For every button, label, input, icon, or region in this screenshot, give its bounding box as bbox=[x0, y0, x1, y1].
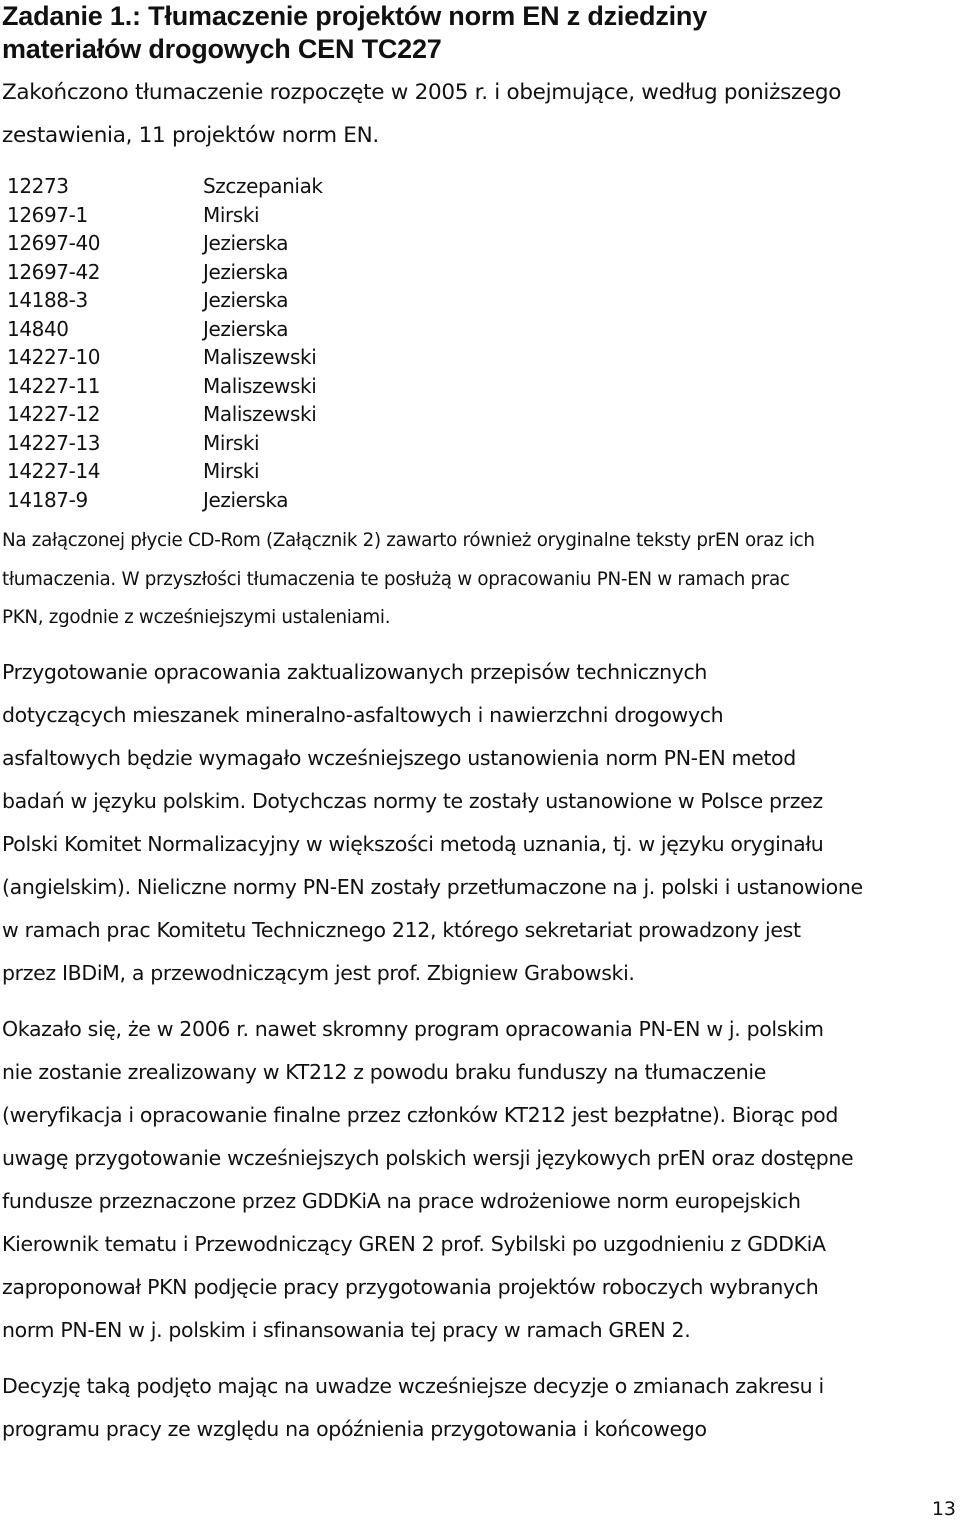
project-code: 14227-10 bbox=[7, 345, 101, 369]
project-code: 12697-42 bbox=[7, 259, 101, 284]
project-code: 14227-13 bbox=[7, 430, 101, 455]
project-person: Maliszewski bbox=[203, 373, 317, 398]
project-row bbox=[2, 201, 958, 230]
project-person: Mirski bbox=[203, 430, 260, 455]
paragraph-line: programu pracy ze względu na opóźnienia przygotowania i końcowego bbox=[2, 1416, 707, 1441]
paragraph-line: w ramach prac Komitetu Technicznego 212, którego sekretariat prowadzony jest bbox=[2, 917, 801, 942]
project-code: 12697-1 bbox=[7, 202, 88, 227]
paragraph-line: fundusze przeznaczone przez GDDKiA na prace wdrożeniowe norm europejskich bbox=[2, 1188, 801, 1213]
project-person: Maliszewski bbox=[203, 402, 317, 426]
project-code: 14840 bbox=[7, 316, 69, 341]
document-page bbox=[2, 0, 958, 1451]
intro-line: Zakończono tłumaczenie rozpoczęte w 2005 r. i obejmujące, według poniższego bbox=[2, 80, 842, 105]
paragraph-line: Polski Komitet Normalizacyjny w większości metodą uznania, tj. w języku oryginału bbox=[2, 831, 824, 856]
project-row bbox=[2, 429, 958, 458]
paragraph-line: dotyczących mieszanek mineralno-asfaltowych i nawierzchni drogowych bbox=[2, 702, 724, 727]
project-person: Jezierska bbox=[203, 316, 289, 341]
project-person: Szczepaniak bbox=[203, 174, 323, 198]
project-person: Jezierska bbox=[203, 259, 289, 284]
page-number: 13 bbox=[931, 1498, 956, 1520]
project-person: Jezierska bbox=[203, 231, 289, 255]
paragraph-decision bbox=[2, 1365, 958, 1451]
paragraph-line: przez IBDiM, a przewodniczącym jest prof. Zbigniew Grabowski. bbox=[2, 960, 635, 985]
project-code: 14227-12 bbox=[7, 402, 101, 426]
project-person: Maliszewski bbox=[203, 345, 317, 369]
paragraph-line: Decyzję taką podjęto mając na uwadze wcześniejsze decyzje o zmianach zakresu i bbox=[2, 1373, 824, 1398]
project-row bbox=[2, 258, 958, 287]
project-row bbox=[2, 229, 958, 258]
project-row bbox=[2, 172, 958, 201]
paragraph-line: asfaltowych będzie wymagało wcześniejszego ustanowienia norm PN-EN metod bbox=[2, 745, 796, 770]
project-row bbox=[2, 343, 958, 372]
project-code: 12273 bbox=[7, 174, 69, 198]
intro-paragraph bbox=[2, 71, 958, 157]
project-code: 14188-3 bbox=[7, 288, 88, 312]
cd-note-line: Na załączonej płycie CD-Rom (Załącznik 2) zawarto również oryginalne teksty prEN oraz ich bbox=[2, 530, 815, 551]
project-row bbox=[2, 372, 958, 401]
paragraph-line: badań w języku polskim. Dotychczas normy te zostały ustanowione w Polsce przez bbox=[2, 788, 823, 813]
project-code: 12697-40 bbox=[7, 231, 101, 255]
intro-line: zestawienia, 11 projektów norm EN. bbox=[2, 123, 379, 148]
cd-note-line: tłumaczenia. W przyszłości tłumaczenia te posłużą w opracowaniu PN-EN w ramach prac bbox=[2, 568, 790, 590]
title-line: materiałów drogowych CEN TC227 bbox=[2, 34, 442, 64]
paragraph-line: zaproponował PKN podjęcie pracy przygotowania projektów roboczych wybranych bbox=[2, 1274, 819, 1299]
title-line: Zadanie 1.: Tłumaczenie projektów norm EN z dziedziny bbox=[2, 1, 708, 31]
paragraph-funding bbox=[2, 1008, 958, 1352]
paragraph-line: Przygotowanie opracowania zaktualizowanych przepisów technicznych bbox=[2, 659, 708, 684]
paragraph-line: nie zostanie zrealizowany w KT212 z powodu braku funduszy na tłumaczenie bbox=[2, 1059, 767, 1084]
paragraph-regulations bbox=[2, 651, 958, 995]
cd-rom-note bbox=[2, 522, 958, 638]
project-code: 14227-14 bbox=[7, 459, 101, 483]
project-person: Mirski bbox=[203, 202, 260, 227]
project-row bbox=[2, 400, 958, 429]
section-title bbox=[2, 0, 958, 66]
paragraph-line: Okazało się, że w 2006 r. nawet skromny program opracowania PN-EN w j. polskim bbox=[2, 1016, 824, 1041]
cd-note-line: PKN, zgodnie z wcześniejszymi ustaleniami. bbox=[2, 607, 391, 628]
project-code: 14187-9 bbox=[7, 487, 88, 512]
paragraph-line: Kierownik tematu i Przewodniczący GREN 2 prof. Sybilski po uzgodnieniu z GDDKiA bbox=[2, 1231, 826, 1256]
project-row bbox=[2, 486, 958, 515]
project-code: 14227-11 bbox=[7, 373, 101, 398]
project-person: Jezierska bbox=[203, 288, 289, 312]
project-person: Jezierska bbox=[203, 487, 289, 512]
paragraph-line: (angielskim). Nieliczne normy PN-EN zostały przetłumaczone na j. polski i ustanowione bbox=[2, 874, 863, 899]
project-row bbox=[2, 457, 958, 486]
paragraph-line: norm PN-EN w j. polskim i sfinansowania tej pracy w ramach GREN 2. bbox=[2, 1317, 691, 1342]
project-row bbox=[2, 315, 958, 344]
paragraph-line: (weryfikacja i opracowanie finalne przez członków KT212 jest bezpłatne). Biorąc pod bbox=[2, 1102, 839, 1127]
paragraph-line: uwagę przygotowanie wcześniejszych polskich wersji językowych prEN oraz dostępne bbox=[2, 1145, 854, 1170]
project-list bbox=[2, 172, 958, 514]
project-person: Mirski bbox=[203, 459, 260, 483]
project-row bbox=[2, 286, 958, 315]
